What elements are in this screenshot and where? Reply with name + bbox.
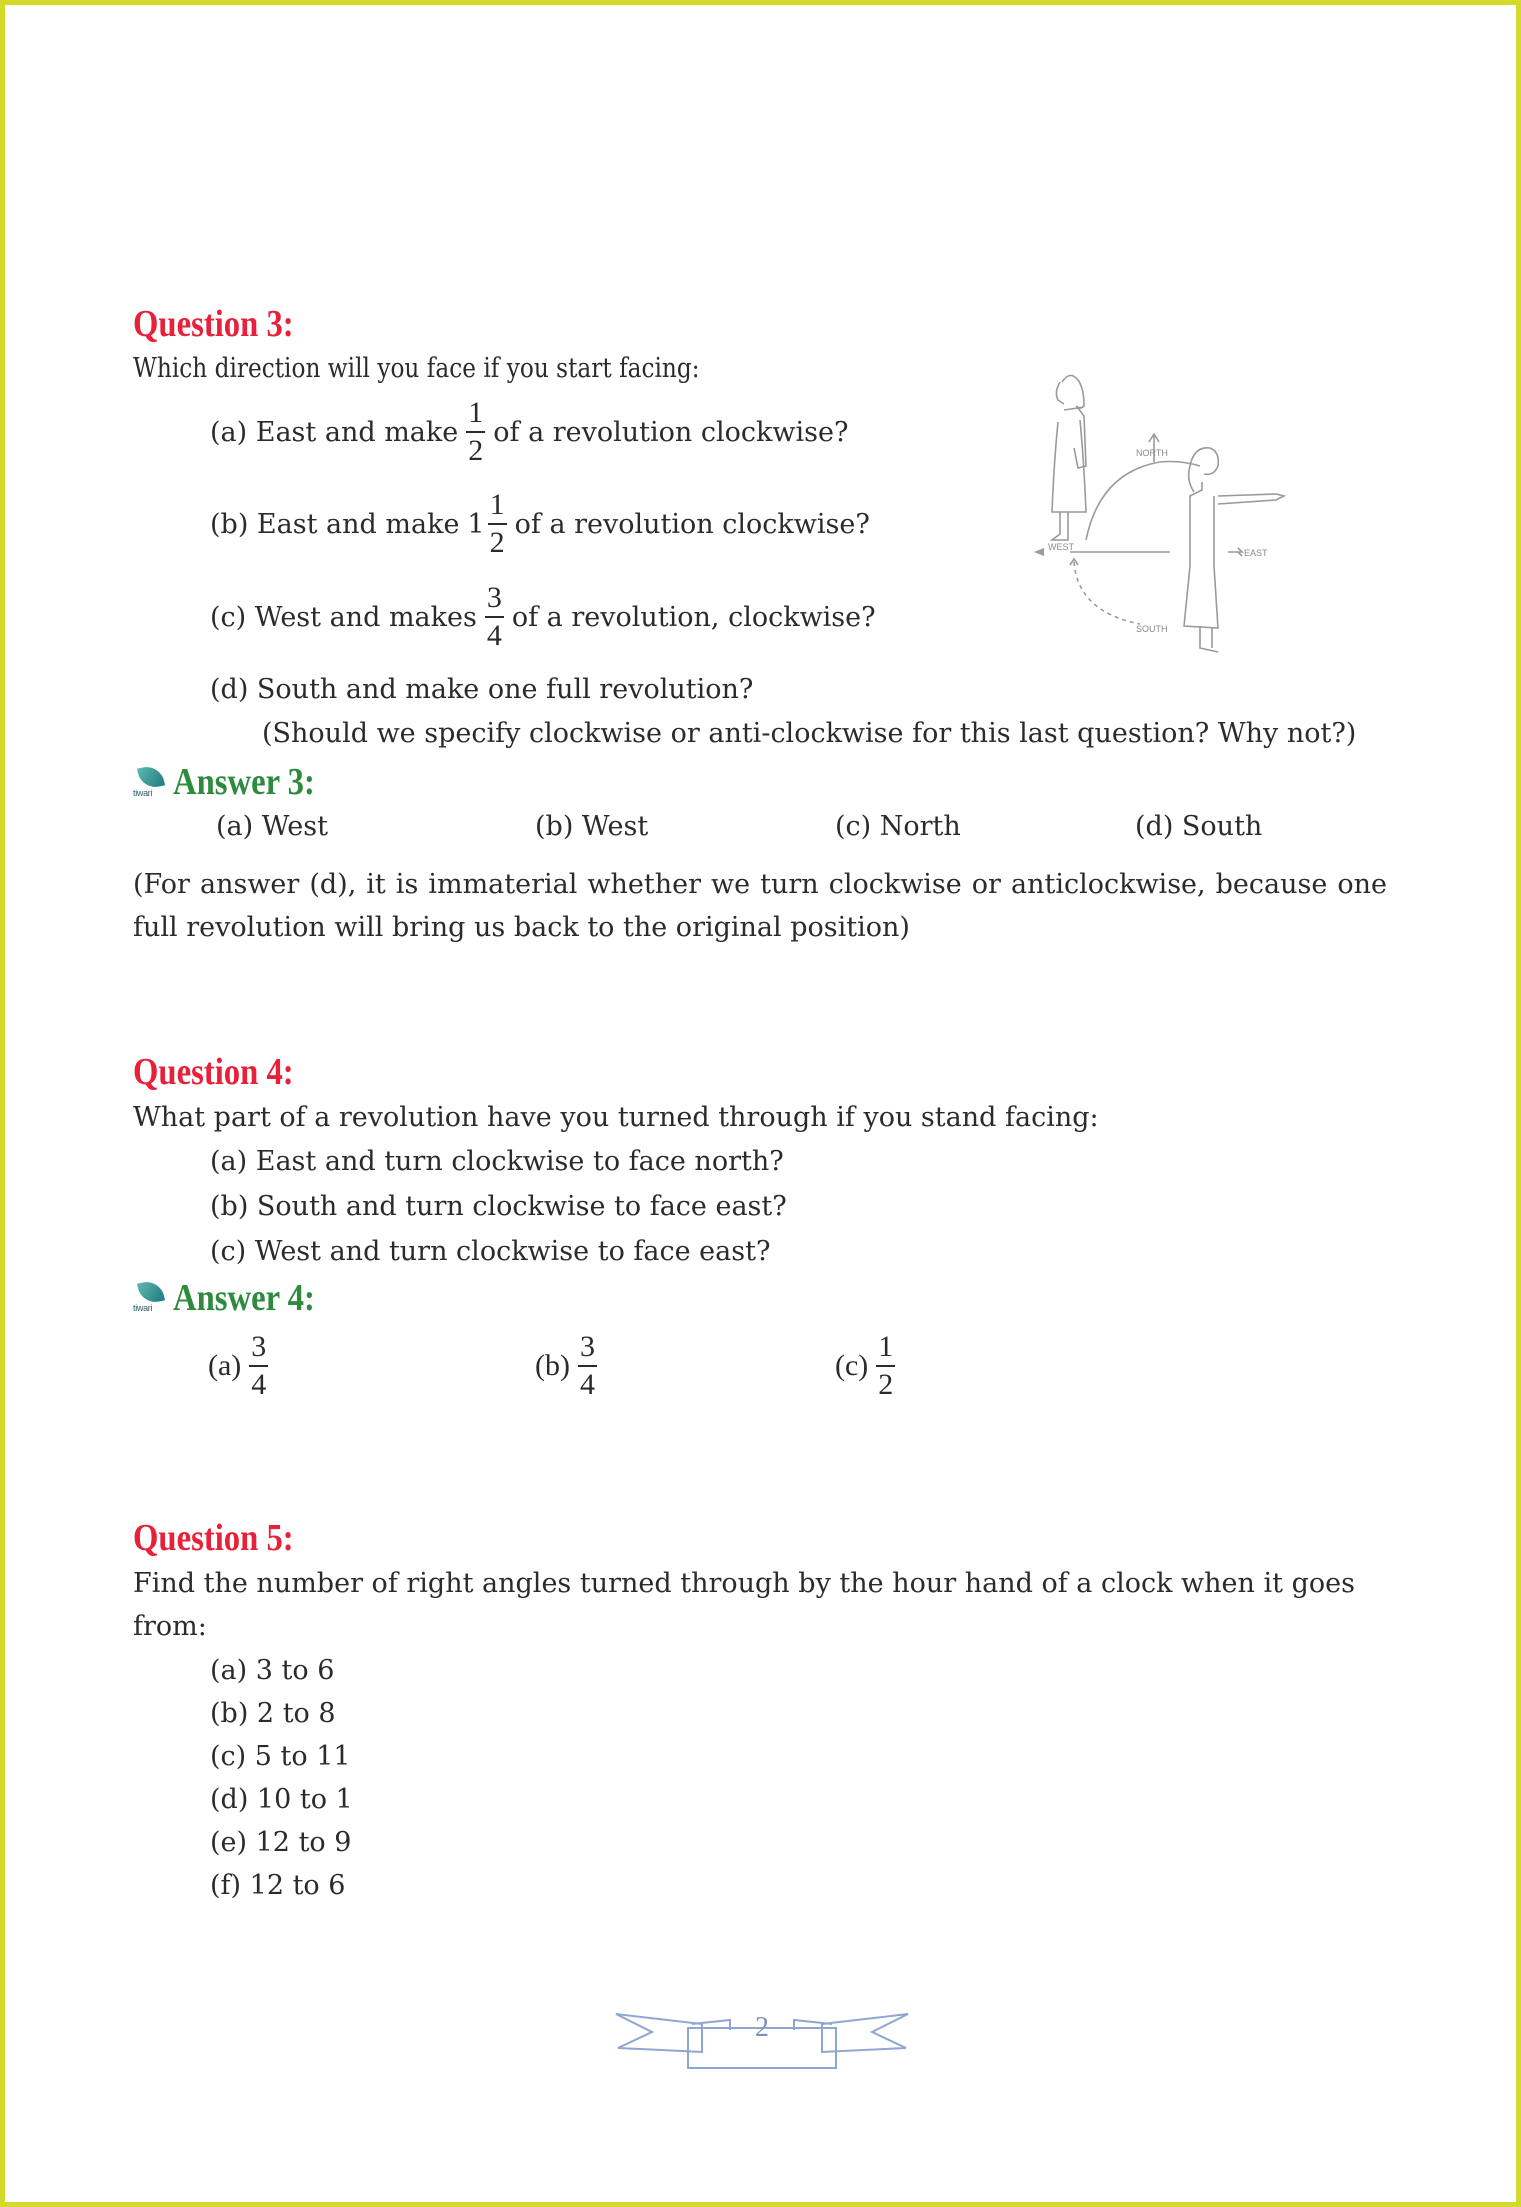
fraction-denominator: 2: [468, 434, 484, 467]
answer-3-d: [1135, 813, 1262, 840]
answer-3-heading-text: Answer 3:: [173, 761, 315, 803]
logo-text: tiwari: [133, 1303, 153, 1313]
question-5-heading-text: Question 5:: [133, 1517, 294, 1559]
item-label: (a) East and make: [210, 416, 459, 448]
east-label: EAST: [1244, 548, 1268, 558]
west-label: WEST: [1048, 542, 1074, 552]
fraction-denominator: 4: [486, 619, 502, 652]
question-5-item-b: [210, 1700, 336, 1727]
item-text: (a) 3 to 6: [210, 1655, 335, 1686]
answer-4-heading-text: Answer 4:: [173, 1277, 315, 1319]
item-suffix: of a revolution, clockwise?: [511, 601, 876, 633]
question-5-item-e: [210, 1829, 351, 1856]
leaf-logo-icon: [133, 766, 167, 800]
fraction-denominator: 4: [579, 1368, 595, 1401]
item-suffix: of a revolution clockwise?: [514, 508, 870, 540]
south-label: SOUTH: [1136, 624, 1168, 634]
question-4-item-c: [210, 1238, 770, 1265]
item-label: (c) West and makes: [210, 601, 477, 633]
logo-text: tiwari: [133, 788, 153, 798]
answer-3-a: [216, 813, 328, 840]
answer-label: (a): [208, 1349, 242, 1382]
item-text: (b) South and turn clockwise to face east?: [210, 1191, 787, 1222]
fraction-numerator: 1: [876, 1332, 895, 1367]
question-3-item-c: [210, 583, 876, 651]
question-3-item-d: [210, 676, 753, 703]
fraction-numerator: 3: [249, 1332, 268, 1367]
fraction-denominator: 2: [878, 1368, 894, 1401]
answer-4-heading: [173, 1279, 338, 1317]
question-3-item-a: [210, 398, 848, 466]
question-5-item-a: [210, 1657, 334, 1684]
question-3-item-b: [210, 490, 870, 558]
question-5-item-f: [210, 1872, 345, 1899]
item-text: (d) 10 to 1: [210, 1784, 353, 1815]
fraction-denominator: 2: [489, 526, 505, 559]
mixed-number-whole: 1: [467, 508, 485, 540]
question-4-heading: [133, 1053, 320, 1091]
answer-3-explanation: (For answer (d), it is immaterial whether we turn clockwise or anticlockwise, because one full revolution will bring us back to the original position): [133, 869, 1387, 943]
answer-3-b: [535, 813, 648, 840]
question-3-prompt-text: Which direction will you face if you start facing:: [133, 353, 700, 384]
fraction: [488, 490, 507, 558]
question-5-item-c: [210, 1743, 351, 1770]
item-label: (d) South and make one full revolution?: [210, 674, 754, 705]
fraction: [466, 398, 485, 466]
fraction-numerator: 1: [488, 490, 507, 525]
answer-text: (d) South: [1135, 811, 1263, 842]
note-text: (Should we specify clockwise or anti-clockwise for this last question? Why not?): [262, 718, 1357, 749]
question-4-heading-text: Question 4:: [133, 1051, 294, 1093]
fraction-numerator: 3: [485, 583, 504, 618]
item-label: (b) East and make: [210, 508, 460, 540]
item-text: (e) 12 to 9: [210, 1827, 352, 1858]
answer-4-a: [208, 1332, 276, 1400]
item-suffix: of a revolution clockwise?: [493, 416, 849, 448]
item-text: (c) West and turn clockwise to face east?: [210, 1236, 771, 1267]
answer-4-b: [535, 1332, 605, 1400]
item-text: (a) East and turn clockwise to face north?: [210, 1146, 784, 1177]
prompt-text: from:: [133, 1611, 207, 1642]
answer-3-c: [835, 813, 961, 840]
question-4-item-b: [210, 1193, 787, 1220]
fraction: [249, 1332, 268, 1400]
north-label: NORTH: [1136, 448, 1168, 458]
item-text: (c) 5 to 11: [210, 1741, 351, 1772]
answer-label: (c): [835, 1349, 869, 1382]
answer-4-c: [835, 1332, 903, 1400]
answer-3-heading: [173, 763, 338, 801]
question-5-heading: [133, 1519, 320, 1557]
question-5-prompt-line-1: [133, 1570, 1355, 1597]
prompt-text: Find the number of right angles turned through by the hour hand of a clock when it goes: [133, 1568, 1355, 1599]
question-4-prompt-text: What part of a revolution have you turned through if you stand facing:: [133, 1102, 1099, 1133]
question-5-prompt-line-2: [133, 1613, 207, 1640]
question-3-heading: [133, 305, 320, 343]
fraction-denominator: 4: [251, 1368, 267, 1401]
leaf-logo-icon: [133, 1281, 167, 1315]
answer-text: (b) West: [535, 811, 649, 842]
question-4-item-a: [210, 1148, 784, 1175]
compass-directions-illustration: [1030, 362, 1290, 662]
leaf-icon: [137, 764, 165, 791]
answer-text: (c) North: [835, 811, 961, 842]
item-text: (b) 2 to 8: [210, 1698, 336, 1729]
fraction: [485, 583, 504, 651]
compass-illustration-icon: [1030, 362, 1290, 662]
question-3-heading-text: Question 3:: [133, 303, 294, 345]
fraction-numerator: 1: [466, 398, 485, 433]
page-number-banner: [612, 1990, 912, 2070]
page-number: 2: [755, 2012, 769, 2043]
leaf-icon: [137, 1279, 165, 1306]
fraction: [876, 1332, 895, 1400]
question-5-item-d: [210, 1786, 353, 1813]
fraction: [578, 1332, 597, 1400]
question-3-prompt: [133, 355, 792, 382]
question-3-note: [262, 720, 1356, 747]
answer-text: (a) West: [216, 811, 328, 842]
question-4-prompt: [133, 1104, 1099, 1131]
fraction-numerator: 3: [578, 1332, 597, 1367]
answer-label: (b): [535, 1349, 570, 1382]
item-text: (f) 12 to 6: [210, 1870, 346, 1901]
